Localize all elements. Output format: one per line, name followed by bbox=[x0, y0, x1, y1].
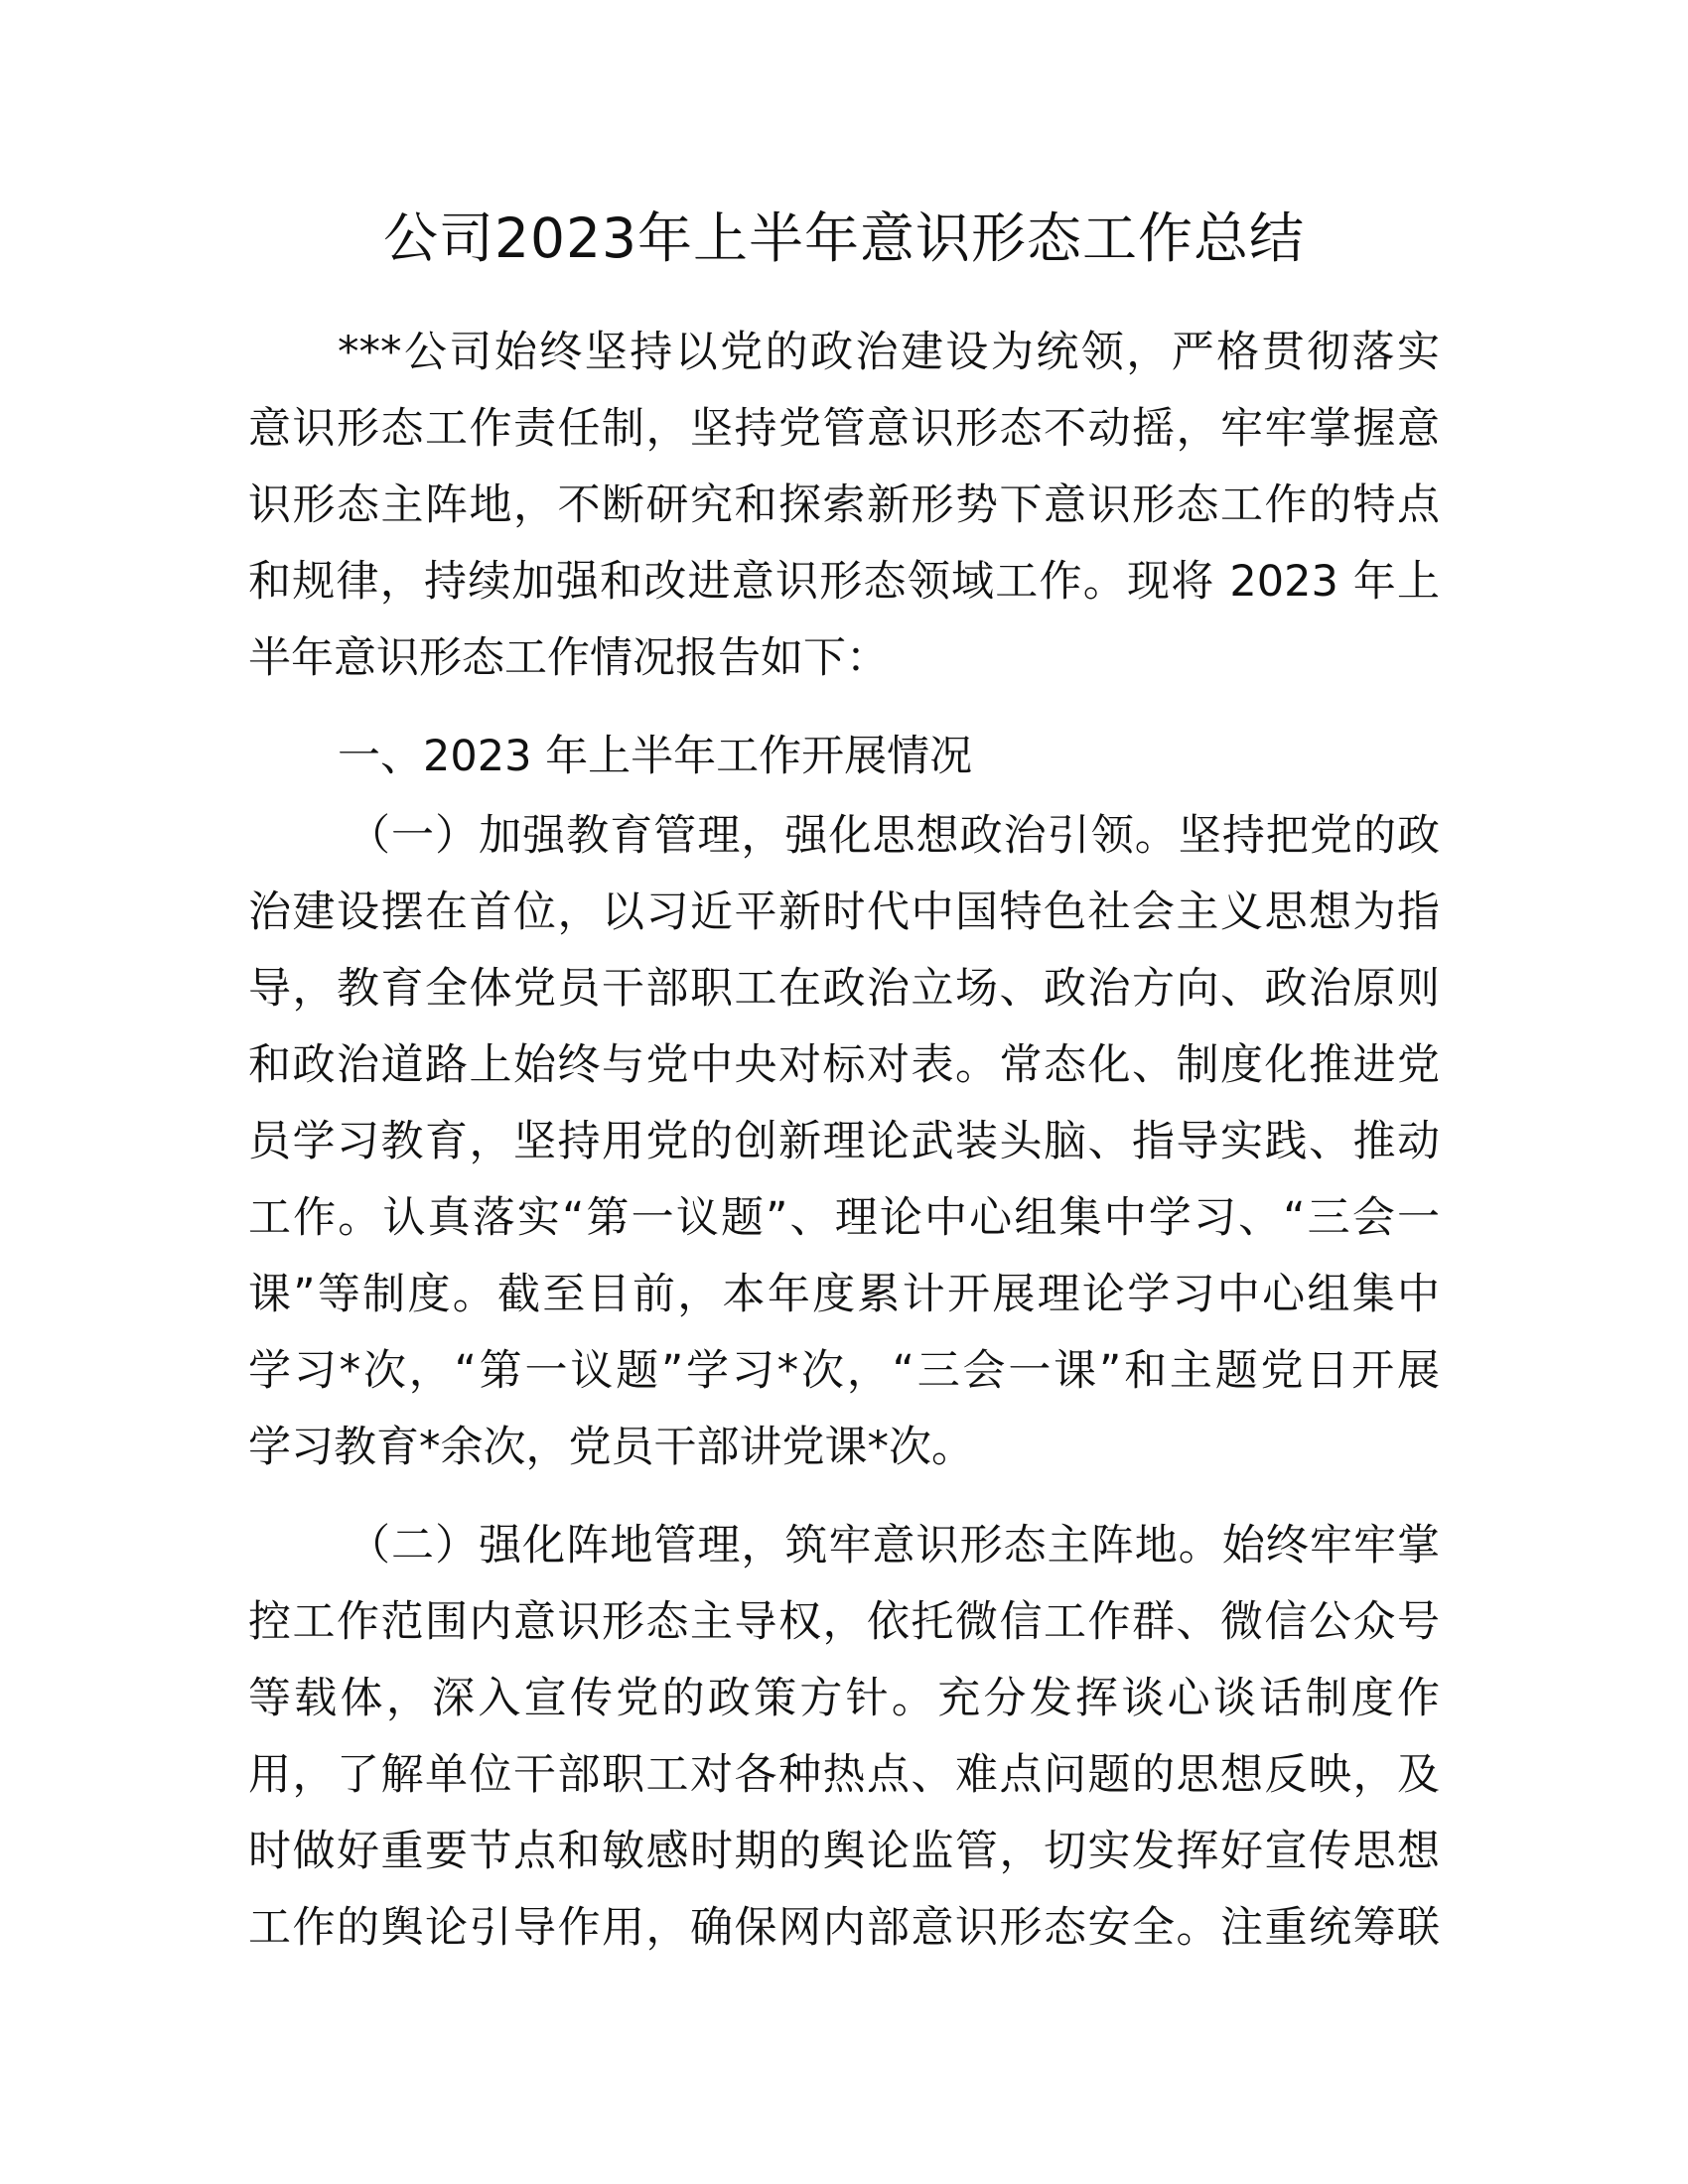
paragraph-line: 和政治道路上始终与党中央对标对表。常态化、制度化推进党 bbox=[248, 1040, 1440, 1090]
paragraph-line: 等载体，深入宣传党的政策方针。充分发挥谈心谈话制度作 bbox=[248, 1674, 1440, 1723]
paragraph-line: 工作的舆论引导作用，确保网内部意识形态安全。注重统筹联 bbox=[248, 1903, 1440, 1953]
paragraph-line: 学习教育*余次，党员干部讲党课*次。 bbox=[248, 1423, 974, 1472]
paragraph-line: 治建设摆在首位，以习近平新时代中国特色社会主义思想为指 bbox=[248, 887, 1440, 937]
paragraph-line: 意识形态工作责任制，坚持党管意识形态不动摇，牢牢掌握意 bbox=[248, 404, 1440, 454]
section-heading: 一、2023 年上半年工作开展情况 bbox=[338, 732, 973, 781]
paragraph-line: 半年意识形态工作情况报告如下： bbox=[248, 633, 889, 683]
paragraph-line: 员学习教育，坚持用党的创新理论武装头脑、指导实践、推动 bbox=[248, 1117, 1440, 1166]
paragraph-line: 和规律，持续加强和改进意识形态领域工作。现将 2023 年上 bbox=[248, 557, 1440, 607]
paragraph-line: （二）强化阵地管理，筑牢意识形态主阵地。始终牢牢掌 bbox=[348, 1521, 1440, 1570]
paragraph-line: 工作。认真落实“第一议题”、理论中心组集中学习、“三会一 bbox=[248, 1193, 1440, 1243]
document-title: 公司2023年上半年意识形态工作总结 bbox=[383, 206, 1305, 270]
paragraph-line: 控工作范围内意识形态主导权，依托微信工作群、微信公众号 bbox=[248, 1597, 1440, 1647]
paragraph-line: ***公司始终坚持以党的政治建设为统领，严格贯彻落实 bbox=[338, 328, 1440, 377]
paragraph-line: 时做好重要节点和敏感时期的舆论监管，切实发挥好宣传思想 bbox=[248, 1827, 1440, 1876]
paragraph-line: 识形态主阵地，不断研究和探索新形势下意识形态工作的特点 bbox=[248, 480, 1440, 530]
paragraph-line: 学习*次，“第一议题”学习*次，“三会一课”和主题党日开展 bbox=[248, 1346, 1440, 1396]
paragraph-line: 课”等制度。截至目前，本年度累计开展理论学习中心组集中 bbox=[248, 1270, 1440, 1319]
paragraph-line: 用，了解单位干部职工对各种热点、难点问题的思想反映，及 bbox=[248, 1750, 1440, 1800]
paragraph-line: 导，教育全体党员干部职工在政治立场、政治方向、政治原则 bbox=[248, 964, 1440, 1014]
paragraph-line: （一）加强教育管理，强化思想政治引领。坚持把党的政 bbox=[348, 811, 1440, 861]
